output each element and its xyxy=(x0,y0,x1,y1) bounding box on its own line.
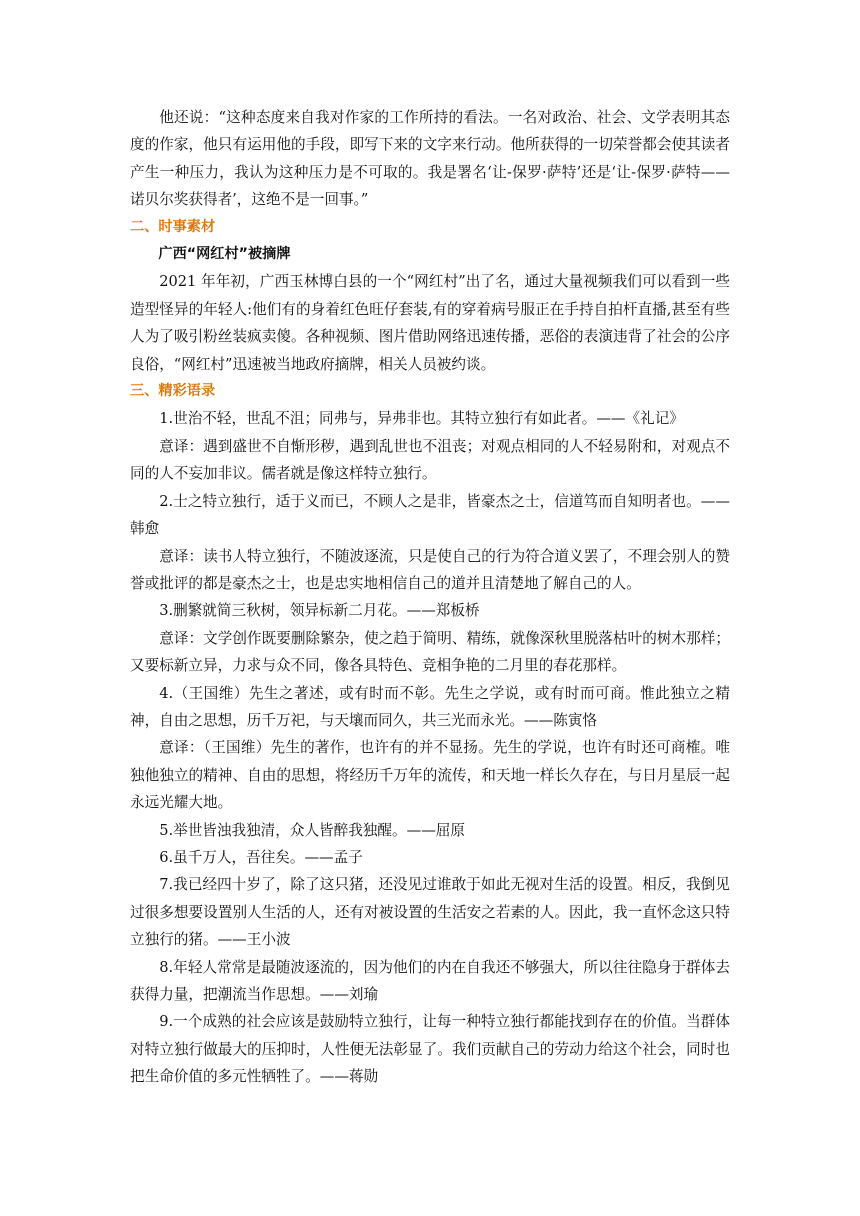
quote-2-translation: 意译：读书人特立独行，不随波逐流，只是使自己的行为符合道义罢了，不理会别人的赞誉或批评的都是豪杰之士，也是忠实地相信自己的道并且清楚地了解自己的人。 xyxy=(130,547,730,592)
quote-5: 5.举世皆浊我独清，众人皆醉我独醒。——屈原 xyxy=(159,821,465,839)
document-page xyxy=(130,104,730,1091)
quote-1: 1.世治不轻，世乱不沮；同弗与，异弗非也。其特立独行有如此者。——《礼记》 xyxy=(159,410,684,428)
news-title: 广西“网红村”被摘牌 xyxy=(158,246,291,263)
section-heading-quotes: 三、精彩语录 xyxy=(130,383,216,400)
section-heading-current-events: 二、时事素材 xyxy=(130,218,216,235)
quote-8: 8.年轻人常常是最随波逐流的，因为他们的内在自我还不够强大，所以往往隐身于群体去获得力量，把潮流当作思想。——刘瑜 xyxy=(130,958,730,1003)
quote-7: 7.我已经四十岁了，除了这只猪，还没见过谁敢于如此无视对生活的设置。相反，我倒见过很多想要设置别人生活的人，还有对被设置的生活安之若素的人。因此，我一直怀念这只特立独行的猪。——王小波 xyxy=(130,876,730,949)
quote-3-translation: 意译：文学创作既要删除繁杂，使之趋于简明、精练，就像深秋里脱落枯叶的树木那样；又要标新立异，力求与众不同，像各具特色、竞相争艳的二月里的春花那样。 xyxy=(130,629,730,675)
quote-4-translation: 意译：（王国维）先生的著作，也许有的并不显扬。先生的学说，也许有时还可商榷。唯独他独立的精神、自由的思想，将经历千万年的流传，和天地一样长久存在，与日月星辰一起永远光耀大地。 xyxy=(130,739,730,812)
quote-2: 2.士之特立独行，适于义而已，不顾人之是非，皆豪杰之士，信道笃而自知明者也。——韩愈 xyxy=(130,492,730,538)
quote-3: 3.删繁就简三秋树，领异标新二月花。——郑板桥 xyxy=(159,602,480,620)
sartre-quote-paragraph: 他还说：“这种态度来自我对作家的工作所持的看法。一名对政治、社会、文学表明其态度的作家，他只有运用他的手段，即写下来的文字来行动。他所获得的一切荣誉都会使其读者产生一种压力，我认为这种压力是不可取的。我是署名‘让-保罗·萨特’还是‘让-保罗·萨特——诺贝尔奖获得者’，这绝不是一回事。” xyxy=(130,109,730,209)
quote-6: 6.虽千万人，吾往矣。——孟子 xyxy=(159,848,363,866)
news-body: 2021 年年初，广西玉林博白县的一个“网红村”出了名，通过大量视频我们可以看到一些造型怪异的年轻人:他们有的身着红色旺仔套装,有的穿着病号服正在手持自拍杆直播,甚至有些人为了吸引粉丝装疯卖傻。各种视频、图片借助网络迅速传播，恶俗的表演违背了社会的公序良俗，“网红村”迅速被当地政府摘牌，相关人员被约谈。 xyxy=(130,273,730,373)
quote-4: 4.（王国维）先生之著述，或有时而不彰。先生之学说，或有时而可商。惟此独立之精神，自由之思想，历千万祀，与天壤而同久，共三光而永光。——陈寅恪 xyxy=(130,684,730,729)
quote-9: 9.一个成熟的社会应该是鼓励特立独行，让每一种特立独行都能找到存在的价值。当群体对特立独行做最大的压抑时，人性便无法彰显了。我们贡献自己的劳动力给这个社会，同时也把生命价值的多元性牺牲了。——蒋勋 xyxy=(130,1013,730,1086)
quote-1-translation: 意译：遇到盛世不自惭形秽，遇到乱世也不沮丧；对观点相同的人不轻易附和，对观点不同的人不妄加非议。儒者就是像这样特立独行。 xyxy=(130,437,730,483)
